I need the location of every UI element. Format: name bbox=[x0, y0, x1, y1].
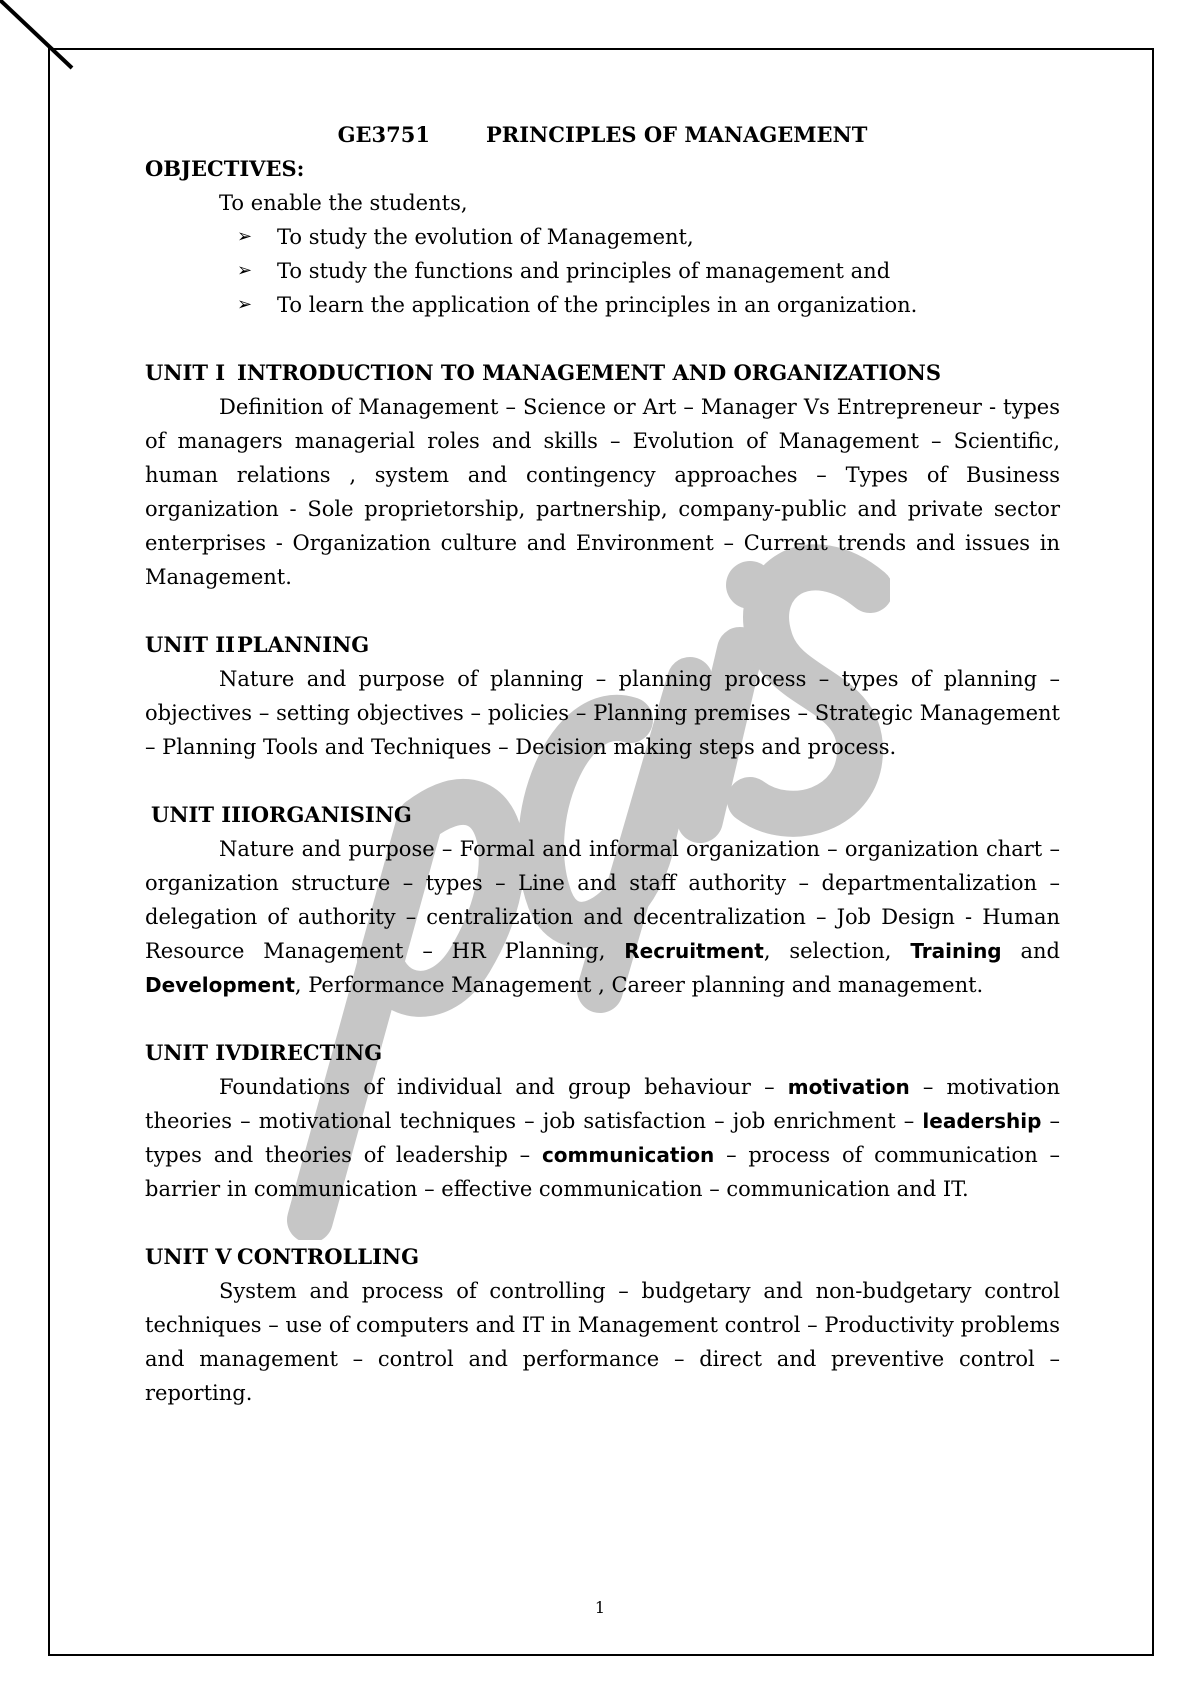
objectives-list bbox=[145, 220, 1060, 322]
unit-body: Definition of Management – Science or Art – Manager Vs Entrepreneur - types of managers managerial roles and skills – Evolution of Management – Scientific, human relations , system and contingency approaches – Types of Business organization - Sole proprietorship, partnership, company-public and private sector enterprises - Organization culture and Environment – Current trends and issues in Management. bbox=[145, 395, 1060, 589]
unit-body: Foundations of individual and group behaviour – motivation – motivation theories – motivational techniques – job satisfaction – job enrichment – leadership – types and theories of leadership – communication – process of communication – barrier in communication – effective communication – communication and IT. bbox=[145, 1075, 1060, 1201]
objective-item: ➢ To learn the application of the principles in an organization. bbox=[237, 288, 1060, 322]
arrow-bullet-icon: ➢ bbox=[237, 226, 253, 247]
objective-item: ➢ To study the evolution of Management, bbox=[237, 220, 1060, 254]
course-code: GE3751 bbox=[337, 122, 430, 147]
unit-body: System and process of controlling – budgetary and non-budgetary control techniques – use of computers and IT in Management control – Productivity problems and management – control and performance – direct and preventive control – reporting. bbox=[145, 1279, 1060, 1405]
page-number: 1 bbox=[594, 1598, 606, 1617]
objective-item: ➢ To study the functions and principles of management and bbox=[237, 254, 1060, 288]
objectives-intro: To enable the students, bbox=[219, 191, 468, 215]
unit-heading: UNIT I INTRODUCTION TO MANAGEMENT AND ORGANIZATIONS bbox=[145, 360, 942, 385]
unit-5 bbox=[145, 1240, 1060, 1410]
unit-4 bbox=[145, 1036, 1060, 1206]
unit-1 bbox=[145, 356, 1060, 594]
unit-body: Nature and purpose – Formal and informal organization – organization chart – organization structure – types – Line and staff authority – departmentalization – delegation of authority – centralization and decentralization – Job Design - Human Resource Management – HR Planning, Recruitment, selection, Training and Development, Performance Management , Career planning and management. bbox=[145, 837, 1060, 997]
syllabus-content bbox=[145, 118, 1060, 1410]
unit-heading: UNIT IIIORGANISING bbox=[151, 802, 412, 827]
unit-body: Nature and purpose of planning – planning process – types of planning – objectives – setting objectives – policies – Planning premises – Strategic Management – Planning Tools and Techniques – Decision making steps and process. bbox=[145, 667, 1060, 759]
unit-2 bbox=[145, 628, 1060, 764]
unit-heading: UNIT IIPLANNING bbox=[145, 632, 370, 657]
unit-heading: UNIT IVDIRECTING bbox=[145, 1040, 383, 1065]
arrow-bullet-icon: ➢ bbox=[237, 294, 253, 315]
course-title: PRINCIPLES OF MANAGEMENT bbox=[485, 122, 868, 147]
objectives-heading: OBJECTIVES: bbox=[145, 156, 305, 181]
course-title-line bbox=[145, 118, 1060, 152]
unit-heading: UNIT V CONTROLLING bbox=[145, 1244, 420, 1269]
unit-3 bbox=[145, 798, 1060, 1002]
arrow-bullet-icon: ➢ bbox=[237, 260, 253, 281]
